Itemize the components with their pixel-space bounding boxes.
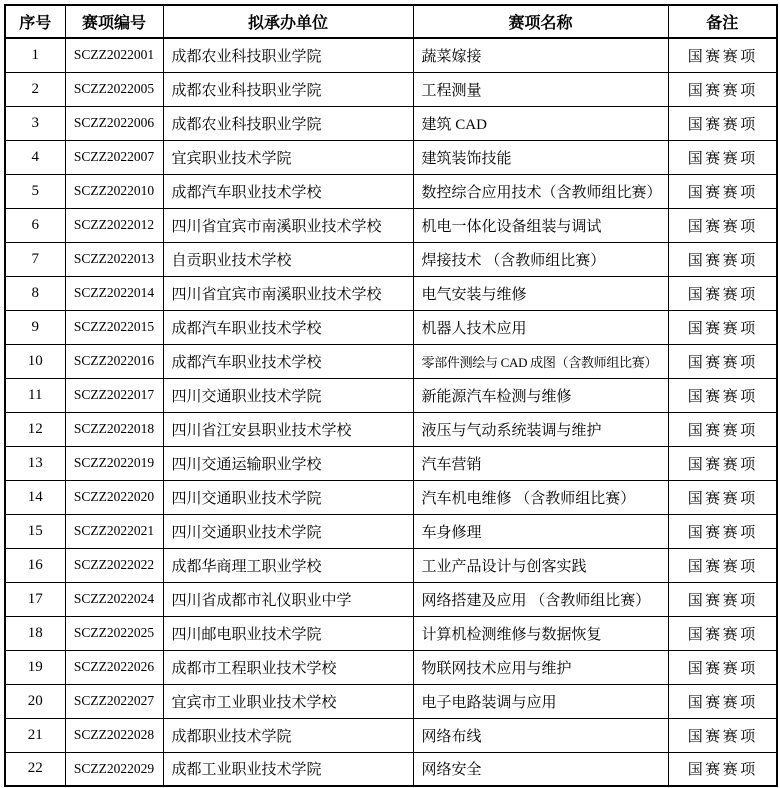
table-header <box>5 5 777 38</box>
cell-name: 汽车营销 <box>413 446 668 480</box>
table-row <box>5 106 777 140</box>
table-row <box>5 480 777 514</box>
cell-code: SCZZ2022007 <box>65 140 163 174</box>
cell-code: SCZZ2022025 <box>65 616 163 650</box>
table-row <box>5 650 777 684</box>
cell-code: SCZZ2022018 <box>65 412 163 446</box>
cell-remark: 国赛赛项 <box>668 650 777 684</box>
table-row <box>5 72 777 106</box>
cell-unit: 自贡职业技术学校 <box>163 242 413 276</box>
column-header-name: 赛项名称 <box>413 5 668 38</box>
cell-name: 车身修理 <box>413 514 668 548</box>
cell-unit: 成都汽车职业技术学校 <box>163 344 413 378</box>
cell-name: 蔬菜嫁接 <box>413 38 668 72</box>
table-row <box>5 684 777 718</box>
table-row <box>5 514 777 548</box>
cell-remark: 国赛赛项 <box>668 38 777 72</box>
cell-name: 焊接技术 （含教师组比赛） <box>413 242 668 276</box>
cell-unit: 成都职业技术学院 <box>163 718 413 752</box>
header-row <box>5 5 777 38</box>
cell-name: 液压与气动系统装调与维护 <box>413 412 668 446</box>
cell-name: 新能源汽车检测与维修 <box>413 378 668 412</box>
cell-name: 电子电路装调与应用 <box>413 684 668 718</box>
cell-code: SCZZ2022029 <box>65 752 163 786</box>
cell-name: 工程测量 <box>413 72 668 106</box>
cell-code: SCZZ2022012 <box>65 208 163 242</box>
cell-name: 数控综合应用技术（含教师组比赛） <box>413 174 668 208</box>
cell-unit: 宜宾职业技术学院 <box>163 140 413 174</box>
cell-remark: 国赛赛项 <box>668 684 777 718</box>
cell-number: 18 <box>5 616 65 650</box>
table-row <box>5 174 777 208</box>
cell-remark: 国赛赛项 <box>668 106 777 140</box>
cell-name: 建筑装饰技能 <box>413 140 668 174</box>
table-row <box>5 718 777 752</box>
table-row <box>5 140 777 174</box>
cell-unit: 成都汽车职业技术学校 <box>163 310 413 344</box>
cell-remark: 国赛赛项 <box>668 752 777 786</box>
cell-unit: 成都农业科技职业学院 <box>163 38 413 72</box>
column-header-unit: 拟承办单位 <box>163 5 413 38</box>
cell-name: 机器人技术应用 <box>413 310 668 344</box>
table-row <box>5 310 777 344</box>
cell-number: 7 <box>5 242 65 276</box>
table-row <box>5 208 777 242</box>
cell-unit: 成都汽车职业技术学校 <box>163 174 413 208</box>
cell-unit: 四川省成都市礼仪职业中学 <box>163 582 413 616</box>
cell-code: SCZZ2022010 <box>65 174 163 208</box>
cell-number: 2 <box>5 72 65 106</box>
cell-name: 零部件测绘与 CAD 成图（含教师组比赛） <box>413 344 668 378</box>
cell-name: 机电一体化设备组装与调试 <box>413 208 668 242</box>
cell-number: 20 <box>5 684 65 718</box>
cell-number: 1 <box>5 38 65 72</box>
cell-unit: 成都工业职业技术学院 <box>163 752 413 786</box>
cell-remark: 国赛赛项 <box>668 72 777 106</box>
cell-unit: 四川省宜宾市南溪职业技术学校 <box>163 276 413 310</box>
cell-remark: 国赛赛项 <box>668 718 777 752</box>
cell-name: 建筑 CAD <box>413 106 668 140</box>
cell-remark: 国赛赛项 <box>668 140 777 174</box>
cell-code: SCZZ2022014 <box>65 276 163 310</box>
cell-remark: 国赛赛项 <box>668 446 777 480</box>
cell-remark: 国赛赛项 <box>668 412 777 446</box>
table-row <box>5 378 777 412</box>
cell-remark: 国赛赛项 <box>668 310 777 344</box>
cell-code: SCZZ2022016 <box>65 344 163 378</box>
cell-code: SCZZ2022021 <box>65 514 163 548</box>
cell-code: SCZZ2022024 <box>65 582 163 616</box>
cell-code: SCZZ2022026 <box>65 650 163 684</box>
cell-number: 3 <box>5 106 65 140</box>
table-row <box>5 752 777 786</box>
cell-number: 11 <box>5 378 65 412</box>
cell-unit: 成都市工程职业技术学校 <box>163 650 413 684</box>
table-row <box>5 344 777 378</box>
table-row <box>5 38 777 72</box>
cell-unit: 成都农业科技职业学院 <box>163 106 413 140</box>
cell-number: 13 <box>5 446 65 480</box>
cell-code: SCZZ2022015 <box>65 310 163 344</box>
column-header-remark: 备注 <box>668 5 777 38</box>
cell-remark: 国赛赛项 <box>668 174 777 208</box>
cell-name: 工业产品设计与创客实践 <box>413 548 668 582</box>
cell-name: 物联网技术应用与维护 <box>413 650 668 684</box>
table-body <box>5 38 777 786</box>
cell-code: SCZZ2022006 <box>65 106 163 140</box>
table-row <box>5 446 777 480</box>
cell-code: SCZZ2022019 <box>65 446 163 480</box>
cell-remark: 国赛赛项 <box>668 480 777 514</box>
cell-number: 14 <box>5 480 65 514</box>
table-row <box>5 582 777 616</box>
cell-remark: 国赛赛项 <box>668 378 777 412</box>
cell-code: SCZZ2022013 <box>65 242 163 276</box>
cell-remark: 国赛赛项 <box>668 242 777 276</box>
cell-number: 17 <box>5 582 65 616</box>
cell-unit: 成都华商理工职业学校 <box>163 548 413 582</box>
column-header-number: 序号 <box>5 5 65 38</box>
cell-number: 12 <box>5 412 65 446</box>
cell-code: SCZZ2022020 <box>65 480 163 514</box>
cell-unit: 四川交通运输职业学校 <box>163 446 413 480</box>
cell-unit: 成都农业科技职业学院 <box>163 72 413 106</box>
table-row <box>5 412 777 446</box>
cell-code: SCZZ2022005 <box>65 72 163 106</box>
table-row <box>5 276 777 310</box>
cell-remark: 国赛赛项 <box>668 616 777 650</box>
cell-number: 16 <box>5 548 65 582</box>
cell-unit: 宜宾市工业职业技术学校 <box>163 684 413 718</box>
cell-remark: 国赛赛项 <box>668 208 777 242</box>
cell-remark: 国赛赛项 <box>668 514 777 548</box>
cell-number: 10 <box>5 344 65 378</box>
cell-unit: 四川交通职业技术学院 <box>163 514 413 548</box>
cell-number: 9 <box>5 310 65 344</box>
cell-name: 网络搭建及应用 （含教师组比赛） <box>413 582 668 616</box>
cell-code: SCZZ2022027 <box>65 684 163 718</box>
cell-name: 汽车机电维修 （含教师组比赛） <box>413 480 668 514</box>
cell-unit: 四川省宜宾市南溪职业技术学校 <box>163 208 413 242</box>
cell-remark: 国赛赛项 <box>668 582 777 616</box>
cell-number: 4 <box>5 140 65 174</box>
table-row <box>5 242 777 276</box>
cell-unit: 四川交通职业技术学院 <box>163 480 413 514</box>
cell-name: 网络布线 <box>413 718 668 752</box>
cell-number: 22 <box>5 752 65 786</box>
cell-number: 15 <box>5 514 65 548</box>
cell-unit: 四川邮电职业技术学院 <box>163 616 413 650</box>
column-header-code: 赛项编号 <box>65 5 163 38</box>
cell-unit: 四川交通职业技术学院 <box>163 378 413 412</box>
cell-remark: 国赛赛项 <box>668 344 777 378</box>
competition-table <box>4 4 778 787</box>
cell-remark: 国赛赛项 <box>668 276 777 310</box>
cell-name: 网络安全 <box>413 752 668 786</box>
table-row <box>5 616 777 650</box>
cell-number: 8 <box>5 276 65 310</box>
cell-name: 计算机检测维修与数据恢复 <box>413 616 668 650</box>
cell-number: 5 <box>5 174 65 208</box>
cell-code: SCZZ2022017 <box>65 378 163 412</box>
cell-number: 6 <box>5 208 65 242</box>
cell-code: SCZZ2022001 <box>65 38 163 72</box>
cell-number: 19 <box>5 650 65 684</box>
cell-number: 21 <box>5 718 65 752</box>
cell-unit: 四川省江安县职业技术学校 <box>163 412 413 446</box>
cell-code: SCZZ2022028 <box>65 718 163 752</box>
cell-name: 电气安装与维修 <box>413 276 668 310</box>
cell-code: SCZZ2022022 <box>65 548 163 582</box>
cell-remark: 国赛赛项 <box>668 548 777 582</box>
table-row <box>5 548 777 582</box>
